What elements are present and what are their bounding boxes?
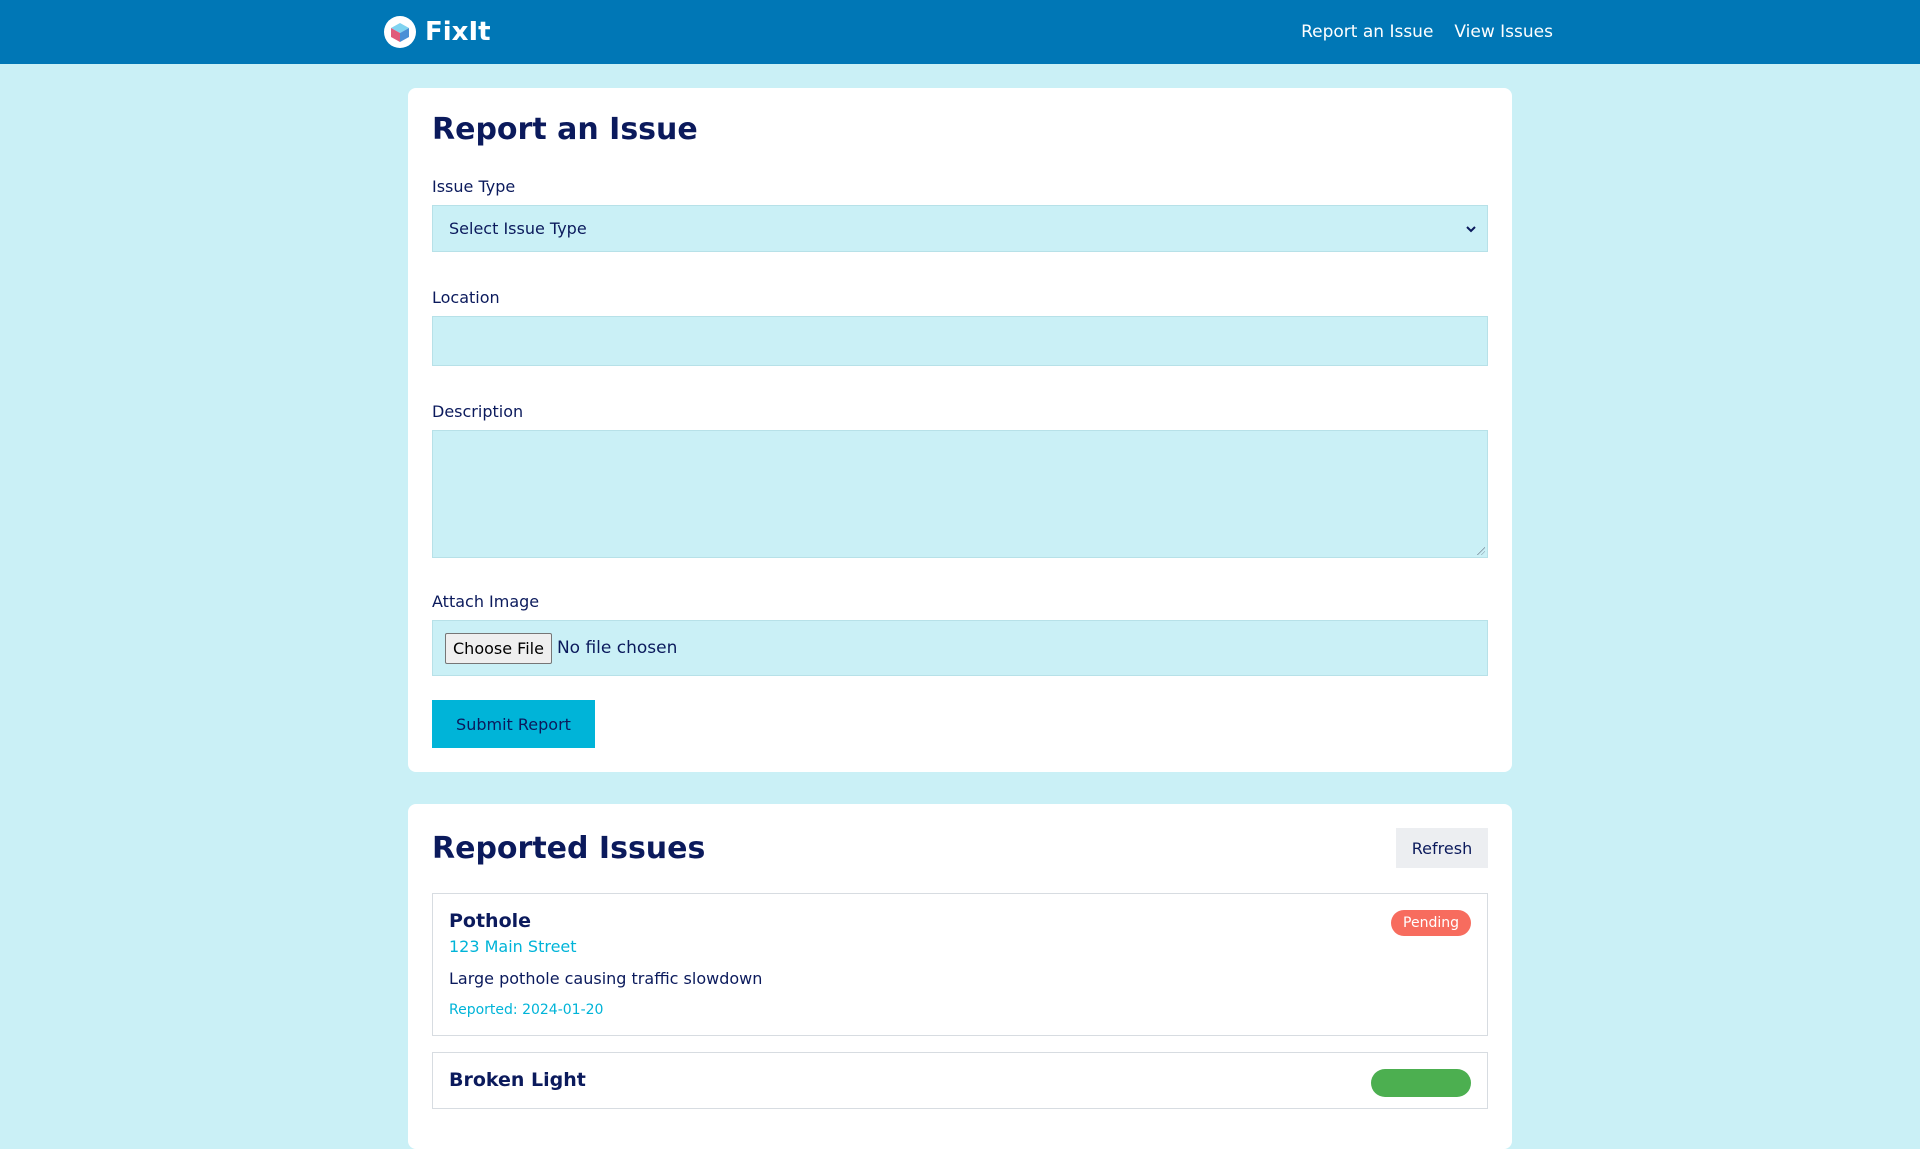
choose-file-button[interactable]: Choose File bbox=[445, 633, 552, 664]
main-container bbox=[408, 88, 1512, 1149]
nav-links bbox=[1301, 22, 1553, 42]
description-label: Description bbox=[432, 402, 524, 421]
location-label: Location bbox=[432, 288, 500, 307]
description-textarea[interactable] bbox=[432, 430, 1488, 558]
location-input[interactable] bbox=[432, 316, 1488, 366]
report-form-card bbox=[408, 88, 1512, 772]
issues-header bbox=[432, 828, 1488, 868]
cube-logo-icon bbox=[384, 16, 416, 48]
navbar bbox=[0, 0, 1920, 64]
issue-location: 123 Main Street bbox=[449, 937, 577, 956]
issue-type-selected-value: Select Issue Type bbox=[449, 219, 587, 238]
location-field bbox=[432, 288, 1488, 366]
file-status: No file chosen bbox=[556, 638, 678, 658]
issue-card[interactable] bbox=[432, 1052, 1488, 1109]
report-form-title: Report an Issue bbox=[432, 112, 698, 147]
issue-reported-date: Reported: 2024-01-20 bbox=[449, 1002, 604, 1018]
issue-description: Large pothole causing traffic slowdown bbox=[449, 969, 763, 988]
nav-link-report-issue[interactable]: Report an Issue bbox=[1301, 22, 1434, 42]
issues-title: Reported Issues bbox=[432, 830, 706, 866]
attach-image-field bbox=[432, 592, 1488, 676]
issue-type: Pothole bbox=[449, 910, 532, 932]
issue-card[interactable] bbox=[432, 893, 1488, 1036]
description-field bbox=[432, 402, 1488, 558]
issue-type: Broken Light bbox=[449, 1069, 586, 1091]
issue-type-field bbox=[432, 177, 1488, 252]
attach-image-label: Attach Image bbox=[432, 592, 540, 611]
status-badge: Pending bbox=[1391, 910, 1471, 936]
brand[interactable] bbox=[384, 16, 491, 48]
resize-handle-icon[interactable] bbox=[1477, 547, 1485, 555]
reported-issues-card bbox=[408, 804, 1512, 1149]
issue-type-select[interactable] bbox=[432, 205, 1488, 252]
submit-report-button[interactable]: Submit Report bbox=[432, 700, 595, 748]
nav-link-view-issues[interactable]: View Issues bbox=[1454, 22, 1553, 42]
chevron-down-icon bbox=[1465, 223, 1477, 235]
refresh-button[interactable]: Refresh bbox=[1396, 828, 1488, 868]
brand-name: FixIt bbox=[425, 17, 491, 47]
status-badge bbox=[1371, 1069, 1471, 1097]
issue-type-label: Issue Type bbox=[432, 177, 516, 196]
file-input bbox=[432, 620, 1488, 676]
